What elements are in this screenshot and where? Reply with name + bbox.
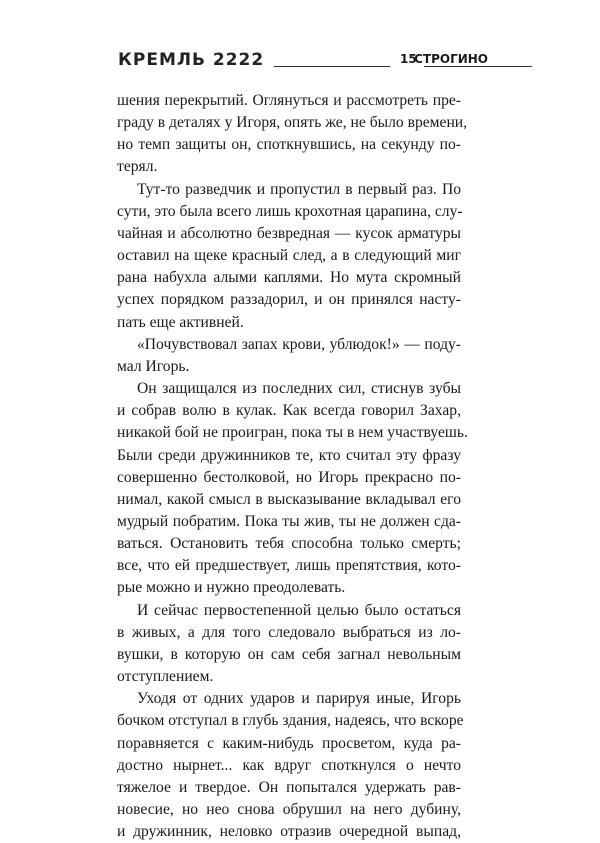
series-title: КРЕМЛЬ 2222: [118, 50, 265, 70]
text-line: «Почувствовал запах крови, ублюдок!» — поду-: [137, 335, 461, 353]
paragraph: [117, 179, 461, 334]
text-line: вушки, в которую он сам себя загнал невольным: [117, 645, 461, 663]
text-line: и собрав волю в кулак. Как всегда говорил Захар,: [117, 402, 461, 420]
text-line: шения перекрытий. Оглянуться и рассмотреть пре-: [117, 92, 461, 109]
text-line: поравняется с каким-нибудь просветом, куда ра-: [117, 734, 461, 752]
text-line: чайная и абсолютно безвредная — кусок арматуры: [117, 224, 461, 242]
text-line: пать еще активней.: [117, 313, 244, 331]
text-line: все, что ей предшествует, лишь препятствия, кото-: [117, 557, 461, 575]
body-text: [117, 90, 468, 843]
paragraph: [117, 688, 464, 843]
text-line: мудрый побратим. Пока ты жив, ты не должен сда-: [117, 512, 461, 530]
text-line: граду в деталях у Игоря, опять же, не было времени,: [117, 114, 468, 132]
paragraph: [117, 334, 461, 378]
text-line: рые можно и нужно преодолевать.: [117, 579, 346, 597]
text-line: но темп защиты он, споткнувшись, на секунду по-: [117, 136, 461, 154]
text-line: достно нырнет... как вдруг споткнулся о нечто: [117, 756, 461, 774]
text-line: новесие, но нео снова обрушил на него дубину,: [117, 801, 461, 818]
text-line: сути, это была всего лишь крохотная царапина, слу-: [117, 202, 463, 220]
text-line: Были среди дружинников те, кто считал эту фразу: [117, 446, 461, 464]
text-line: совершенно бестолковой, но Игорь прекрасно по-: [117, 468, 461, 486]
text-line: Уходя от одних ударов и парируя иные, Игорь: [137, 690, 461, 708]
chapter-title: СТРОГИНО: [414, 52, 488, 66]
running-header: [118, 50, 488, 74]
text-line: Тут-то разведчик и пропустил в первый раз. По: [137, 180, 461, 198]
paragraph: [117, 600, 461, 689]
text-line: рана набухла алыми каплями. Но мута скромный: [117, 269, 461, 287]
page-number: 15: [400, 52, 417, 66]
text-line: тяжелое и твердое. Он попытался удержать рав-: [117, 778, 461, 796]
text-line: терял.: [117, 158, 158, 176]
text-line: успех порядком раззадорил, и он принялся насту-: [117, 291, 461, 309]
text-line: нимал, какой смысл в высказывание вкладывал его: [117, 490, 461, 508]
text-line: в живых, а для того следовало выбраться из ло-: [117, 623, 461, 641]
text-line: Он защищался из последних сил, стиснув зубы: [137, 380, 461, 398]
text-line: И сейчас первостепенной целью было остаться: [137, 601, 461, 619]
text-line: и дружинник, неловко отразив очередной выпад,: [117, 823, 461, 841]
text-line: ваться. Остановить тебя способна только смерть;: [117, 535, 461, 553]
text-line: отступлением.: [117, 668, 214, 686]
header-rule-right: [424, 66, 532, 67]
paragraph: [117, 378, 468, 600]
text-line: никакой бой не проигран, пока ты в нем участвуешь.: [117, 424, 468, 442]
text-line: оставил на щеке красный след, а в следующий миг: [117, 247, 461, 265]
paragraph: [117, 90, 468, 179]
text-line: бочком отступал в глубь здания, надеясь, что вскоре: [117, 712, 464, 730]
header-rule-left: [274, 66, 390, 67]
text-line: мал Игорь.: [117, 357, 190, 375]
